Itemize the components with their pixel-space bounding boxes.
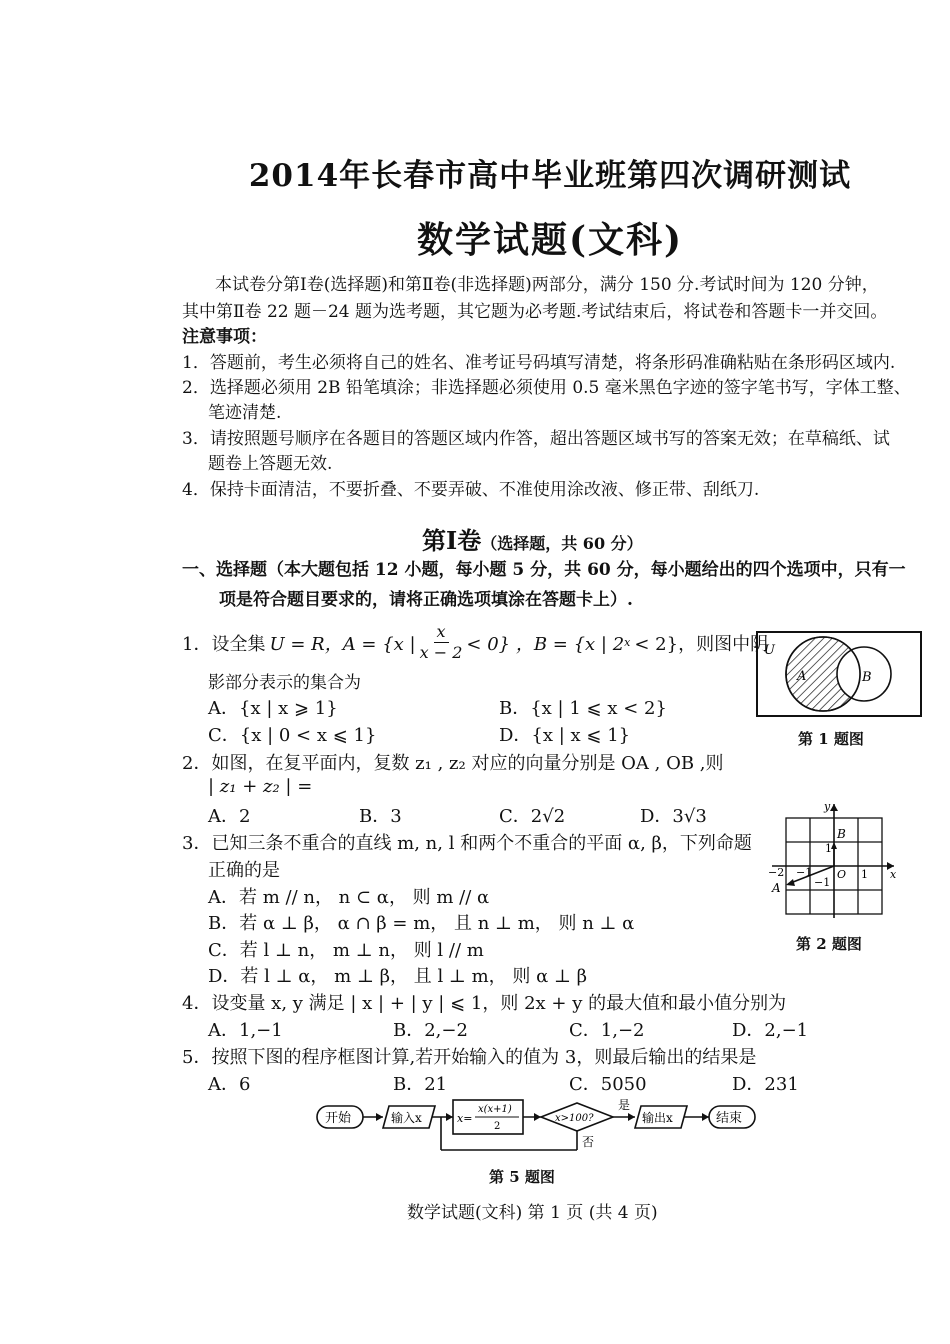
q1-option-b: B．{x | 1 ⩽ x < 2} <box>499 698 667 719</box>
q1-frac-num: x <box>434 622 449 643</box>
q1-option-a: A．{x | x ⩾ 1} <box>208 698 338 719</box>
question-1-stem <box>182 622 768 663</box>
q2-figure-caption: 第 2 题图 <box>796 935 862 953</box>
q3-line-2: 正确的是 <box>208 860 280 881</box>
grid-label-neg2: −2 <box>768 866 785 879</box>
grid-label-b: B <box>837 827 846 841</box>
page-footer: 数学试题(文科) 第 1 页 (共 4 页) <box>407 1203 658 1223</box>
flow-output-label: 输出x <box>642 1111 673 1125</box>
grid-label-neg1-x: −1 <box>796 866 813 879</box>
flow-no-label: 否 <box>582 1135 595 1149</box>
intro-line-2: 其中第Ⅱ卷 22 题－24 题为选考题，其它题为必考题.考试结束后，将试卷和答题卡一并交回。 <box>182 302 888 322</box>
flow-yes-label: 是 <box>618 1098 631 1112</box>
page-title: 2014年长春市高中毕业班第四次调研测试 <box>248 158 852 194</box>
grid-label-o: O <box>837 868 847 881</box>
q5-option-d: D．231 <box>732 1074 799 1095</box>
q5-figure-caption: 第 5 题图 <box>489 1168 555 1186</box>
notice-item-1: 1．答题前，考生必须将自己的姓名、准考证号码填写清楚，将条形码准确粘贴在条形码区域内. <box>182 353 896 373</box>
q3-option-d: D．若 l ⊥ α， m ⊥ β， 且 l ⊥ m， 则 α ⊥ β <box>208 966 588 987</box>
grid-label-y: y <box>824 800 831 813</box>
q5-option-c: C．5050 <box>569 1074 647 1095</box>
grid-label-x: x <box>890 868 897 881</box>
notice-item-3-cont: 题卷上答题无效. <box>208 454 333 474</box>
q3-option-b: B．若 α ⊥ β， α ∩ β = m， 且 n ⊥ m， 则 n ⊥ α <box>208 913 635 934</box>
q1-tail: < 2}，则图中阴 <box>634 633 769 655</box>
intro-line-1: 本试卷分第Ⅰ卷(选择题)和第Ⅱ卷(非选择题)两部分，满分 150 分.考试时间为 120 分钟， <box>215 275 879 295</box>
q1-line-2: 影部分表示的集合为 <box>208 673 361 693</box>
q5-line-1: 5．按照下图的程序框图计算,若开始输入的值为 3，则最后输出的结果是 <box>182 1047 757 1068</box>
q4-line-1: 4．设变量 x, y 满足 | x | + | y | ⩽ 1，则 2x + y 的最大值和最小值分别为 <box>182 993 787 1014</box>
q3-option-c: C．若 l ⊥ n， m ⊥ n， 则 l // m <box>208 940 484 961</box>
q1-option-c: C．{x | 0 < x ⩽ 1} <box>208 725 377 746</box>
venn-label-b: B <box>862 670 872 685</box>
section-heading <box>422 521 643 556</box>
flow-assign-den: 2 <box>494 1121 501 1132</box>
q2-line-1: 2．如图，在复平面内，复数 z₁ , z₂ 对应的向量分别是 OA , OB ,则 <box>182 753 724 774</box>
q1-set-b: < 0} ，B = {x | 2 <box>466 633 625 655</box>
q4-option-d: D．2,−1 <box>732 1020 809 1041</box>
grid-label-a: A <box>772 881 781 895</box>
q2-option-b: B．3 <box>359 806 402 827</box>
section-title-note: （选择题，共 60 分） <box>481 534 643 553</box>
q1-fraction <box>420 622 463 663</box>
q1-prefix: 1．设全集 <box>182 633 266 655</box>
q3-line-1: 3．已知三条不重合的直线 m, n, l 和两个不重合的平面 α, β，下列命题 <box>182 833 752 854</box>
notice-item-2: 2．选择题必须用 2B 铅笔填涂；非选择题必须使用 0.5 毫米黑色字迹的签字笔书写，字体工整、 <box>182 378 911 398</box>
grid-label-one-x: 1 <box>861 868 868 881</box>
notice-heading: 注意事项： <box>182 327 267 347</box>
flow-assign-lhs: x= <box>457 1112 473 1125</box>
q5-flowchart <box>315 1094 765 1156</box>
q2-line-2: | z₁ + z₂ | = <box>208 776 313 797</box>
grid-label-neg1-y: −1 <box>814 876 831 889</box>
venn-label-a: A <box>797 669 807 684</box>
q2-option-a: A．2 <box>208 806 251 827</box>
q1-frac-den: x − 2 <box>419 643 463 662</box>
notice-item-2-cont: 笔迹清楚. <box>208 403 282 423</box>
venn-label-u: U <box>764 643 775 658</box>
q5-option-b: B．21 <box>393 1074 448 1095</box>
q5-option-a: A．6 <box>208 1074 251 1095</box>
q2-complex-plane <box>762 800 902 920</box>
flow-cond-label: x>100? <box>555 1113 594 1124</box>
section-instruction-2: 项是符合题目要求的，请将正确选项填涂在答题卡上）. <box>219 590 633 610</box>
q3-option-a: A．若 m // n， n ⊂ α， 则 m // α <box>208 887 490 908</box>
flow-input-label: 输入x <box>391 1111 422 1125</box>
q1-set-defs: U = R，A = {x | <box>269 633 416 655</box>
q4-option-a: A．1,−1 <box>208 1020 283 1041</box>
section-instruction-1: 一、选择题（本大题包括 12 小题，每小题 5 分，共 60 分，每小题给出的四个选项中，只有一 <box>182 560 906 580</box>
notice-item-4: 4．保持卡面清洁，不要折叠、不要弄破、不准使用涂改液、修正带、刮纸刀. <box>182 480 760 500</box>
q4-option-b: B．2,−2 <box>393 1020 468 1041</box>
notice-item-3: 3．请按照题号顺序在各题目的答题区域内作答，超出答题区域书写的答案无效；在草稿纸、试 <box>182 429 890 449</box>
q2-option-c: C．2√2 <box>499 806 566 827</box>
section-title: 第Ⅰ卷 <box>422 526 482 555</box>
q1-venn-diagram <box>755 630 925 720</box>
flow-start-label: 开始 <box>325 1111 352 1126</box>
q4-option-c: C．1,−2 <box>569 1020 645 1041</box>
q2-option-d: D．3√3 <box>640 806 707 827</box>
flow-assign-num: x(x+1) <box>478 1104 512 1115</box>
q1-figure-caption: 第 1 题图 <box>798 730 864 748</box>
grid-label-one-y: 1 <box>825 842 832 855</box>
page-subtitle: 数学试题(文科) <box>416 219 684 261</box>
q1-option-d: D．{x | x ⩽ 1} <box>499 725 631 746</box>
flow-end-label: 结束 <box>716 1111 743 1126</box>
q1-sup: x <box>624 636 631 649</box>
